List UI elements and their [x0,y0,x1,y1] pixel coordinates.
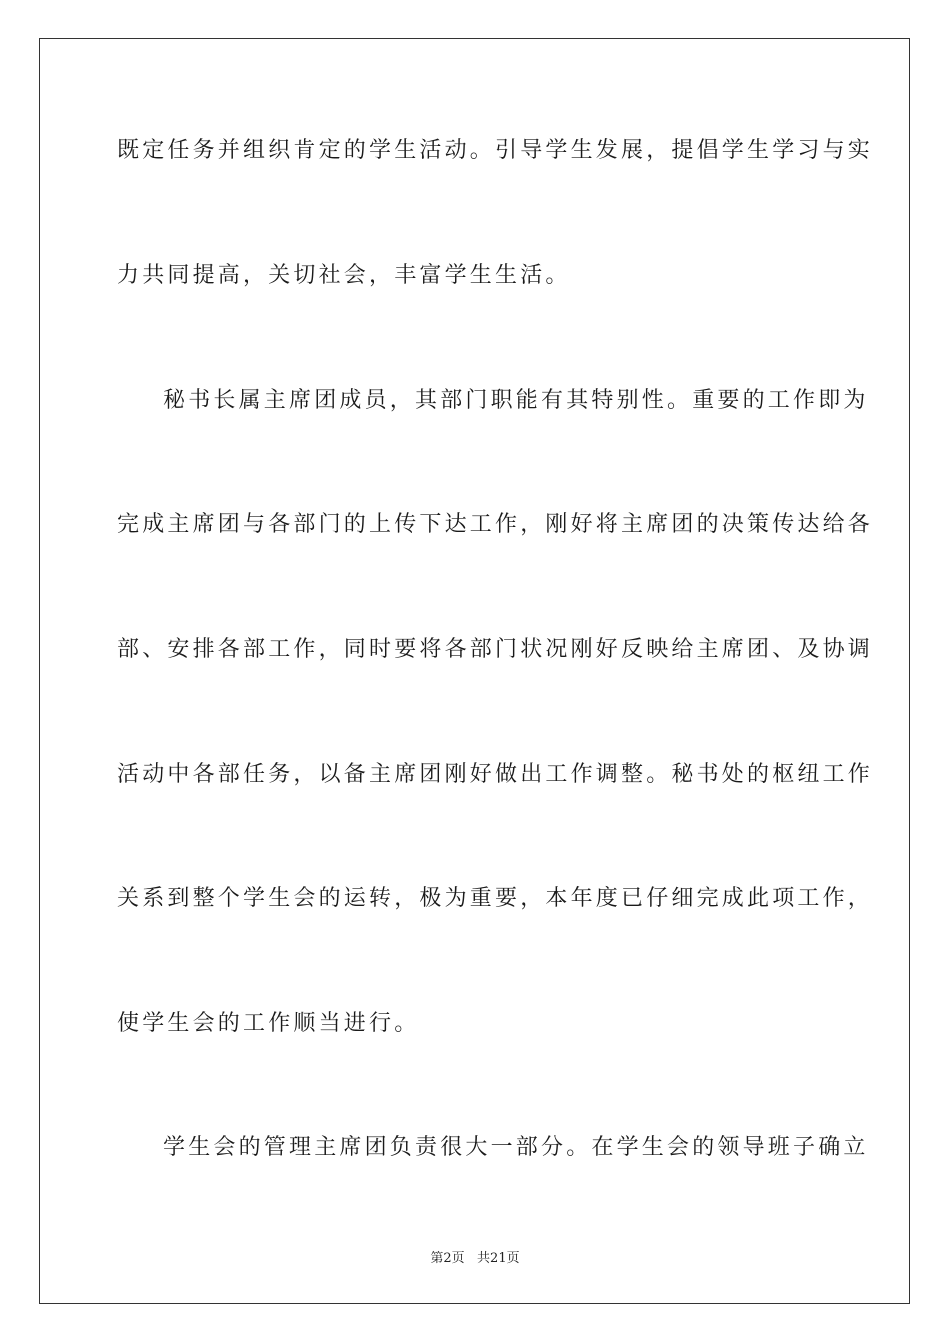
page-number: 第2页 共21页 [430,1251,520,1266]
body-text-line: 部、安排各部工作，同时要将各部门状况刚好反映给主席团、及协调 [117,637,874,662]
body-text-line: 完成主席团与各部门的上传下达工作，刚好将主席团的决策传达给各 [117,512,874,537]
body-text-line: 活动中各部任务，以备主席团刚好做出工作调整。秘书处的枢纽工作 [117,762,874,787]
body-text-line: 使学生会的工作顺当进行。 [117,1011,420,1036]
paragraph-start-line: 学生会的管理主席团负责很大一部分。在学生会的领导班子确立 [163,1135,869,1160]
paragraph-start-line: 秘书长属主席团成员，其部门职能有其特别性。重要的工作即为 [163,388,869,413]
body-text-line: 力共同提高，关切社会，丰富学生生活。 [117,263,571,288]
body-text-line: 既定任务并组织肯定的学生活动。引导学生发展，提倡学生学习与实 [117,138,874,163]
page-border [39,38,910,1304]
body-text-line: 关系到整个学生会的运转，极为重要，本年度已仔细完成此项工作， [117,886,874,911]
